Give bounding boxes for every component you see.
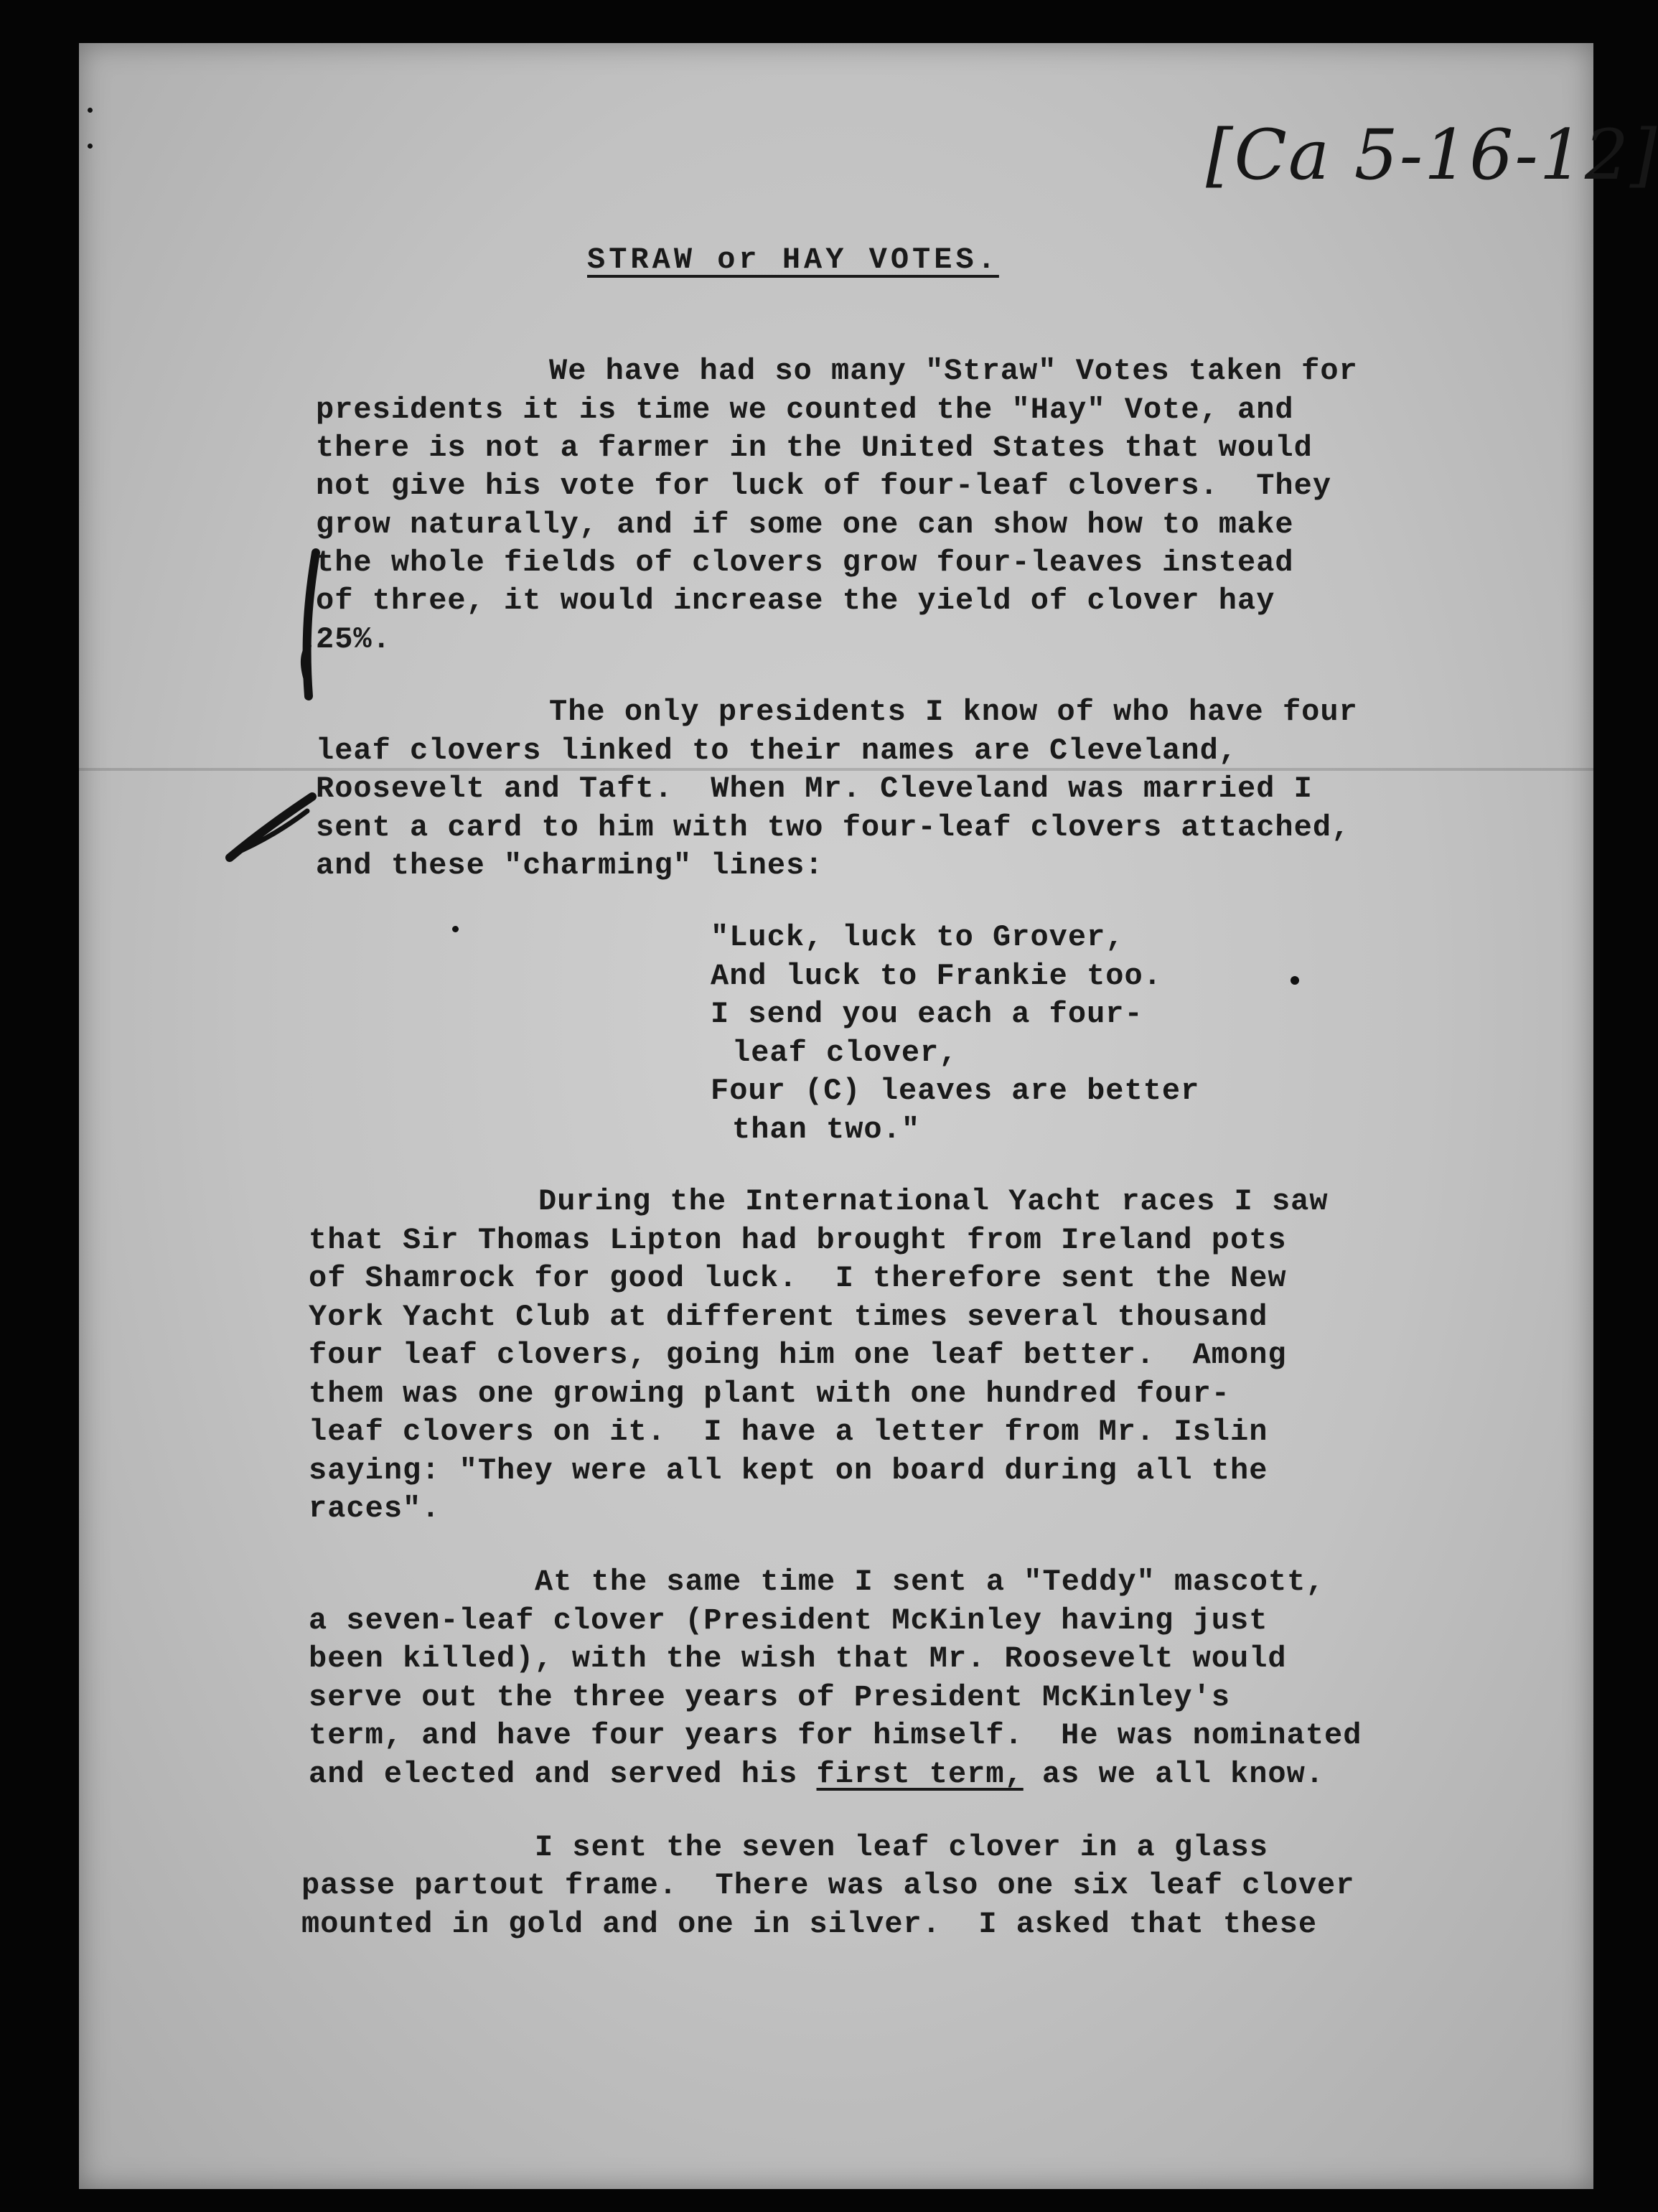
ink-speck: [88, 108, 93, 113]
ink-speck: [1291, 976, 1299, 985]
poem-line-5: Four (C) leaves are better: [711, 1074, 1200, 1108]
document-page: [79, 43, 1658, 2189]
poem-line-6: than two.": [732, 1112, 921, 1147]
handwritten-reference-note: [Ca 5-16-12]: [1206, 115, 1658, 195]
paragraph-4-line-2: a seven-leaf clover (President McKinley having just: [309, 1603, 1268, 1638]
poem-line-2: And luck to Frankie too.: [711, 959, 1162, 993]
ink-speck: [88, 144, 93, 149]
paragraph-1-line-6: the whole fields of clovers grow four-leaves instead: [316, 545, 1294, 580]
paragraph-1-line-8: 25%.: [316, 622, 391, 657]
paragraph-5-line-1: I sent the seven leaf clover in a glass: [535, 1830, 1268, 1865]
paragraph-3-line-7: leaf clovers on it. I have a letter from Mr. Islin: [309, 1415, 1268, 1449]
poem-line-1: "Luck, luck to Grover,: [711, 920, 1125, 955]
paragraph-3-line-5: four leaf clovers, going him one leaf better. Among: [309, 1338, 1287, 1372]
paragraph-1-line-7: of three, it would increase the yield of clover hay: [316, 584, 1275, 618]
paragraph-3-line-4: York Yacht Club at different times several thousand: [309, 1300, 1268, 1334]
paragraph-1-line-2: presidents it is time we counted the "Hay" Vote, and: [316, 393, 1294, 427]
paragraph-2-line-2: leaf clovers linked to their names are Cleveland,: [316, 734, 1238, 768]
paragraph-1-line-1: We have had so many "Straw" Votes taken for: [549, 354, 1358, 388]
paragraph-2-line-3: Roosevelt and Taft. When Mr. Cleveland was married I: [316, 772, 1313, 806]
paragraph-4-line-6-end: as we all know.: [1023, 1757, 1325, 1791]
paragraph-4-line-6-text: and elected and served his: [309, 1757, 817, 1791]
paragraph-1-line-4: not give his vote for luck of four-leaf clovers. They: [316, 469, 1332, 503]
paragraph-3-line-3: of Shamrock for good luck. I therefore sent the New: [309, 1261, 1287, 1295]
paragraph-1-line-5: grow naturally, and if some one can show how to make: [316, 507, 1294, 542]
paragraph-4-line-6: [309, 1757, 1324, 1791]
paragraph-1-line-3: there is not a farmer in the United States that would: [316, 431, 1313, 465]
underlined-first-term: first term,: [816, 1757, 1024, 1791]
poem-line-3: I send you each a four-: [711, 997, 1143, 1031]
paragraph-3-line-9: races".: [309, 1491, 441, 1526]
paragraph-4-line-4: serve out the three years of President McKinley's: [309, 1680, 1231, 1715]
paragraph-3-line-6: them was one growing plant with one hundred four-: [309, 1377, 1231, 1411]
margin-check-mark: [223, 789, 323, 868]
ink-speck: [452, 926, 459, 932]
document-title: STRAW or HAY VOTES.: [587, 243, 999, 277]
paragraph-4-line-3: been killed), with the wish that Mr. Roosevelt would: [309, 1641, 1287, 1676]
paragraph-5-line-2: passe partout frame. There was also one six leaf clover: [301, 1868, 1355, 1903]
paragraph-3-line-8: saying: "They were all kept on board during all the: [309, 1453, 1268, 1488]
paragraph-3-line-2: that Sir Thomas Lipton had brought from Ireland pots: [309, 1223, 1287, 1257]
paragraph-4-line-1: At the same time I sent a "Teddy" mascott,: [535, 1565, 1325, 1599]
paragraph-4-line-5: term, and have four years for himself. He was nominated: [309, 1718, 1362, 1753]
paragraph-2-line-5: and these "charming" lines:: [316, 848, 824, 883]
page-fold: [79, 768, 1593, 771]
paragraph-5-line-3: mounted in gold and one in silver. I asked that these: [301, 1907, 1318, 1941]
paragraph-2-line-4: sent a card to him with two four-leaf clovers attached,: [316, 810, 1351, 845]
paragraph-3-line-1: During the International Yacht races I saw: [538, 1184, 1329, 1219]
poem-line-4: leaf clover,: [732, 1036, 958, 1070]
paragraph-2-line-1: The only presidents I know of who have four: [549, 695, 1358, 729]
